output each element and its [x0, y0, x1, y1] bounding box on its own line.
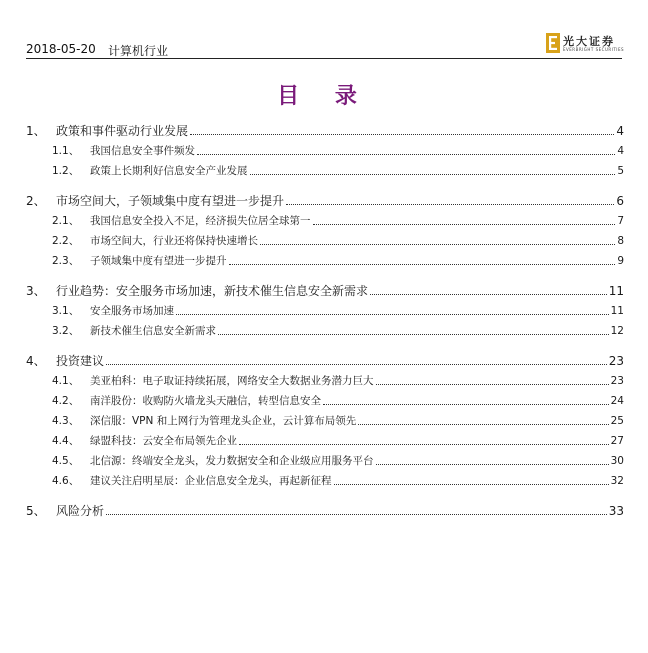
toc-entry-page: 4: [616, 124, 624, 138]
toc-entry-number: 2.2、: [52, 235, 80, 247]
dot-leader: [250, 174, 616, 175]
toc-entry-number: 2.3、: [52, 255, 80, 267]
toc-entry[interactable]: [26, 408, 624, 428]
company-logo: [546, 32, 625, 56]
toc-entry-page: 23: [608, 354, 624, 368]
toc-entry[interactable]: [26, 158, 624, 178]
toc-entry-title: 我国信息安全投入不足，经济损失位居全球第一: [90, 215, 311, 227]
toc-entry-page: 6: [616, 194, 624, 208]
dot-leader: [106, 364, 607, 365]
dot-leader: [358, 424, 608, 425]
dot-leader: [323, 404, 609, 405]
toc-entry[interactable]: [26, 228, 624, 248]
toc-entry[interactable]: [26, 348, 624, 368]
dot-leader: [376, 384, 609, 385]
page-header: [26, 30, 625, 59]
toc-entry-page: 25: [610, 415, 624, 427]
dot-leader: [376, 464, 609, 465]
dot-leader: [260, 244, 615, 245]
toc-entry-page: 30: [610, 455, 624, 467]
dot-leader: [313, 224, 616, 225]
toc-entry-number: 3、: [26, 284, 46, 298]
toc-entry-number: 4.2、: [52, 395, 80, 407]
toc-entry-title: 深信服：VPN 和上网行为管理龙头企业，云计算布局领先: [90, 415, 357, 427]
toc-title: 目 录: [277, 83, 371, 109]
toc-entry[interactable]: [26, 248, 624, 268]
toc-entry-title: 行业趋势：安全服务市场加速，新技术催生信息安全新需求: [56, 284, 369, 298]
toc-entry-title: 南洋股份：收购防火墙龙头天融信，转型信息安全: [90, 395, 321, 407]
toc-entry[interactable]: [26, 388, 624, 408]
toc-entry[interactable]: [26, 468, 624, 488]
toc-entry-number: 1.1、: [52, 145, 80, 157]
toc-entry-page: 4: [617, 145, 624, 157]
toc-entry[interactable]: [26, 138, 624, 158]
toc-entry-page: 12: [610, 325, 624, 337]
dot-leader: [176, 314, 609, 315]
toc-entry[interactable]: [26, 188, 624, 208]
toc-entry-page: 23: [610, 375, 624, 387]
toc-entry[interactable]: [26, 298, 624, 318]
toc-entry-number: 4.4、: [52, 435, 80, 447]
dot-leader: [286, 204, 614, 205]
toc-entry-number: 4.5、: [52, 455, 80, 467]
dot-leader: [370, 294, 607, 295]
toc-entry-page: 7: [617, 215, 624, 227]
toc-entry-number: 5、: [26, 504, 46, 518]
toc-entry-title: 市场空间大，行业还将保持快速增长: [90, 235, 258, 247]
toc-entry-number: 4.6、: [52, 475, 80, 487]
toc-entry-title: 我国信息安全事件频发: [90, 145, 195, 157]
dot-leader: [190, 134, 614, 135]
toc-entry[interactable]: [26, 498, 624, 518]
toc-entry[interactable]: [26, 318, 624, 338]
toc-entry[interactable]: [26, 118, 624, 138]
toc-entry[interactable]: [26, 368, 624, 388]
toc-entry[interactable]: [26, 448, 624, 468]
toc-entry-title: 市场空间大，子领域集中度有望进一步提升: [56, 194, 285, 208]
toc-entry-number: 2、: [26, 194, 46, 208]
toc-entry-title: 政策和事件驱动行业发展: [56, 124, 189, 138]
toc-entry-page: 27: [610, 435, 624, 447]
toc-entry-title: 新技术催生信息安全新需求: [90, 325, 216, 337]
logo-mark-icon: [546, 33, 560, 53]
toc-entry-number: 2.1、: [52, 215, 80, 227]
toc-entry-page: 24: [610, 395, 624, 407]
toc-entry[interactable]: [26, 208, 624, 228]
toc-entry-number: 1.2、: [52, 165, 80, 177]
toc-entry-title: 安全服务市场加速: [90, 305, 174, 317]
logo-text: 光大证券: [563, 35, 615, 48]
toc-entry-number: 4、: [26, 354, 46, 368]
toc-entry-title: 子领域集中度有望进一步提升: [90, 255, 227, 267]
dot-leader: [239, 444, 609, 445]
toc-entry-number: 4.3、: [52, 415, 80, 427]
toc-entry-number: 1、: [26, 124, 46, 138]
toc-entry-page: 11: [608, 284, 624, 298]
toc-entry-title: 绿盟科技：云安全布局领先企业: [90, 435, 237, 447]
toc-entry-number: 3.2、: [52, 325, 80, 337]
dot-leader: [229, 264, 616, 265]
toc-entry-number: 3.1、: [52, 305, 80, 317]
toc-entry-title: 建议关注启明星辰：企业信息安全龙头，再起新征程: [90, 475, 332, 487]
toc-entry-page: 8: [617, 235, 624, 247]
toc-entry-page: 32: [610, 475, 624, 487]
dot-leader: [106, 514, 607, 515]
logo-subtext: EVERBRIGHT SECURITIES: [563, 47, 625, 52]
dot-leader: [197, 154, 615, 155]
toc-entry-page: 9: [617, 255, 624, 267]
toc-entry[interactable]: [26, 428, 624, 448]
toc-entry-page: 33: [608, 504, 624, 518]
toc-entry-number: 4.1、: [52, 375, 80, 387]
dot-leader: [218, 334, 609, 335]
toc-entry-title: 美亚柏科：电子取证持续拓展，网络安全大数据业务潜力巨大: [90, 375, 374, 387]
toc-entry-title: 北信源：终端安全龙头，发力数据安全和企业级应用服务平台: [90, 455, 374, 467]
toc-entry-title: 政策上长期利好信息安全产业发展: [90, 165, 248, 177]
toc-entry-title: 风险分析: [56, 504, 105, 518]
toc-entry-page: 5: [617, 165, 624, 177]
sector-label: 计算机行业: [108, 44, 169, 58]
toc-entry-page: 11: [610, 305, 624, 317]
toc-entry[interactable]: [26, 278, 624, 298]
dot-leader: [334, 484, 609, 485]
report-date: 2018-05-20: [26, 42, 96, 56]
toc-entry-title: 投资建议: [56, 354, 105, 368]
